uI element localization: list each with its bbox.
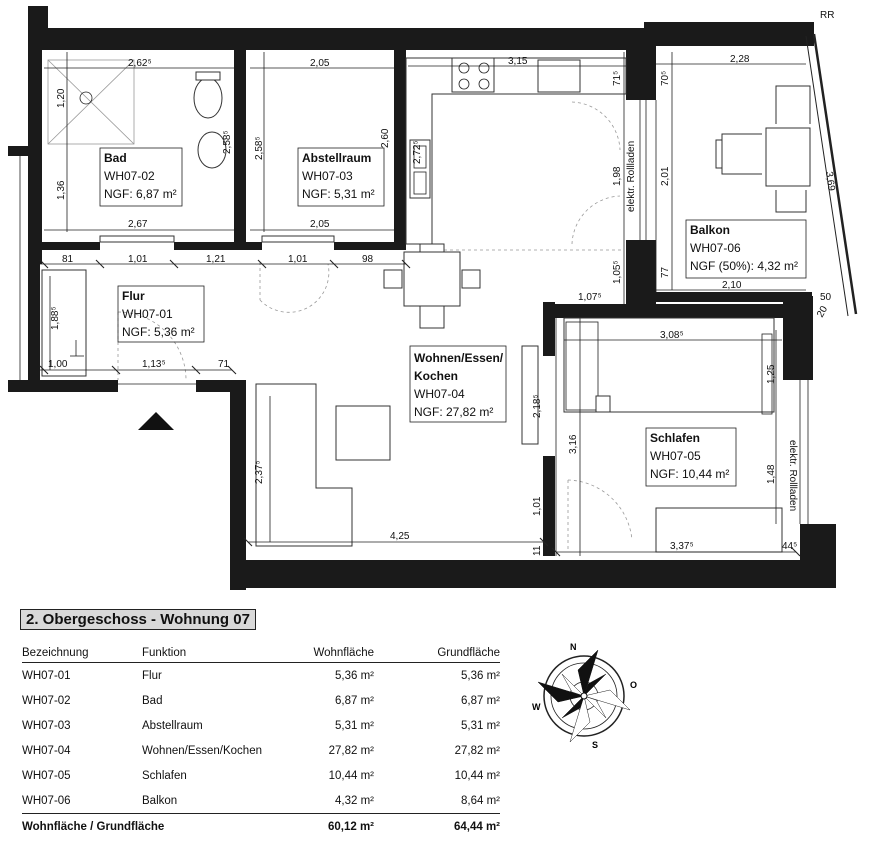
room-id: WH07-04 xyxy=(414,387,465,401)
dim-label: 1,07⁵ xyxy=(578,292,602,303)
dim-label: elektr. Rollladen xyxy=(626,140,637,212)
dim-label: 44⁵ xyxy=(782,541,798,552)
table-cell: Abstellraum xyxy=(142,719,203,732)
column-header: Bezeichnung xyxy=(22,645,142,663)
room-flur xyxy=(118,286,204,342)
dim-label: 2,58⁵ xyxy=(254,136,265,160)
room-id: WH07-01 xyxy=(122,307,173,321)
column-header: Grundfläche xyxy=(374,645,500,663)
flur-furniture xyxy=(42,270,196,430)
table-cell: Wohnen/Essen/Kochen xyxy=(142,744,262,757)
column-header: Wohnfläche xyxy=(302,645,374,663)
room-name: Balkon xyxy=(690,223,731,237)
table-cell: 5,31 m² xyxy=(335,719,374,732)
dim-label: 2,62⁵ xyxy=(128,58,152,69)
table-row xyxy=(22,713,500,738)
table-total-row xyxy=(22,814,500,840)
table-cell: 6,87 m² xyxy=(461,694,500,707)
room-area: NGF: 10,44 m² xyxy=(650,467,730,481)
dim-label: 3,15 xyxy=(508,56,528,67)
table-cell: 10,44 m² xyxy=(454,769,500,782)
compass-w: W xyxy=(532,702,541,712)
room-area: NGF: 5,36 m² xyxy=(122,325,195,339)
table-row xyxy=(22,788,500,814)
dim-label: 1,05⁵ xyxy=(612,260,623,284)
dim-label: 77 xyxy=(660,266,671,278)
dim-label: 1,48 xyxy=(766,464,777,484)
table-cell: Wohnfläche / Grundfläche xyxy=(22,814,302,840)
dim-label: 50 xyxy=(820,292,832,303)
dim-label: 2,05 xyxy=(310,219,330,230)
toilet xyxy=(194,78,222,118)
room-name: Flur xyxy=(122,289,145,303)
dim-label: 1,01 xyxy=(128,254,148,265)
dim-label: 1,98 xyxy=(612,166,623,186)
dim-label: elektr. Rollladen xyxy=(787,440,798,512)
room-name: Kochen xyxy=(414,369,459,383)
coffee-table xyxy=(336,406,390,460)
kitchen xyxy=(406,58,626,250)
dim-label: 3,69 xyxy=(823,170,837,192)
bath-door xyxy=(100,236,174,242)
living xyxy=(256,262,538,546)
dining-table xyxy=(404,252,460,306)
table-cell: WH07-01 xyxy=(22,669,71,682)
floor-title: 2. Obergeschoss - Wohnung 07 xyxy=(20,609,256,630)
dim-label: 4,25 xyxy=(390,531,410,542)
room-area: NGF: 5,31 m² xyxy=(302,187,375,201)
dim-label: RR xyxy=(820,10,835,21)
room-name: Wohnen/Essen/ xyxy=(414,351,504,365)
chair-icon xyxy=(776,190,806,212)
dim-label: 2,28 xyxy=(730,54,750,65)
abst-door xyxy=(262,236,334,242)
table-row xyxy=(22,688,500,713)
table-cell: 5,36 m² xyxy=(335,669,374,682)
dim-label: 1,88⁵ xyxy=(50,306,61,330)
table-cell: WH07-04 xyxy=(22,744,71,757)
dim-label: 1,36 xyxy=(56,180,67,200)
compass-rose-icon xyxy=(526,640,646,752)
area-table xyxy=(22,645,500,839)
dim-label: 1,21 xyxy=(206,254,226,265)
table-row xyxy=(22,738,500,763)
room-name: Schlafen xyxy=(650,431,701,445)
room-id: WH07-03 xyxy=(302,169,353,183)
dim-label: 2,58⁵ xyxy=(222,130,233,154)
table-cell: 5,31 m² xyxy=(461,719,500,732)
room-bad xyxy=(100,148,182,206)
room-abstellraum xyxy=(298,148,384,206)
dim-label: 81 xyxy=(62,254,74,265)
room-id: WH07-05 xyxy=(650,449,701,463)
table-cell: 6,87 m² xyxy=(335,694,374,707)
room-schlafen xyxy=(646,428,736,486)
dim-label: 3,16 xyxy=(568,434,579,454)
table-cell: 27,82 m² xyxy=(328,744,374,757)
table-cell: 60,12 m² xyxy=(302,814,374,840)
room-wohnen xyxy=(410,346,506,422)
dim-label: 71⁵ xyxy=(612,70,623,86)
dim-label: 2,37⁵ xyxy=(254,460,265,484)
dim-label: 1,01 xyxy=(532,496,543,516)
table-cell: 64,44 m² xyxy=(374,814,500,840)
entrance-arrow xyxy=(138,412,174,430)
table-cell: Flur xyxy=(142,669,162,682)
chair-icon xyxy=(776,86,810,124)
table-cell: WH07-05 xyxy=(22,769,71,782)
dim-label: 1,20 xyxy=(56,88,67,108)
table-header-row xyxy=(22,645,500,663)
dim-label: 98 xyxy=(362,254,374,265)
room-balkon xyxy=(686,220,806,278)
table-row xyxy=(22,763,500,788)
table-cell: 5,36 m² xyxy=(461,669,500,682)
column-header: Funktion xyxy=(142,645,302,663)
dim-label: 1,00 xyxy=(48,359,68,370)
dim-label: 3,08⁵ xyxy=(660,330,684,341)
room-area: NGF (50%): 4,32 m² xyxy=(690,259,799,273)
dining xyxy=(384,244,480,328)
dim-label: 2,10 xyxy=(722,280,742,291)
dim-label: 2,60 xyxy=(380,128,391,148)
table-row xyxy=(22,663,500,689)
chair-icon xyxy=(716,134,762,174)
compass-o: O xyxy=(630,680,638,690)
bath-fixtures xyxy=(48,60,334,242)
table-cell: Bad xyxy=(142,694,163,707)
balcony-table xyxy=(766,128,810,186)
table-cell: Balkon xyxy=(142,794,178,807)
table-cell: 27,82 m² xyxy=(454,744,500,757)
room-id: WH07-02 xyxy=(104,169,155,183)
dim-label: 20 xyxy=(815,304,831,320)
room-name: Bad xyxy=(104,151,127,165)
dim-label: 3,37⁵ xyxy=(670,541,694,552)
dim-label: 11 xyxy=(532,545,543,556)
dim-label: 1,25 xyxy=(766,364,777,384)
room-area: NGF: 6,87 m² xyxy=(104,187,177,201)
compass-n: N xyxy=(570,642,577,652)
dim-label: 2,72⁵ xyxy=(412,140,423,164)
dim-label: 2,18⁵ xyxy=(532,394,543,418)
table-cell: Schlafen xyxy=(142,769,187,782)
dim-label: 1,13⁵ xyxy=(142,359,166,370)
dim-label: 71 xyxy=(218,359,230,370)
room-id: WH07-06 xyxy=(690,241,741,255)
dim-label: 1,01 xyxy=(288,254,308,265)
table-cell: 4,32 m² xyxy=(335,794,374,807)
table-cell: WH07-03 xyxy=(22,719,71,732)
dim-label: 70⁵ xyxy=(660,70,671,86)
room-name: Abstellraum xyxy=(302,151,372,165)
dim-label: 2,67 xyxy=(128,219,148,230)
table-cell: WH07-02 xyxy=(22,694,71,707)
table-cell: WH07-06 xyxy=(22,794,71,807)
dim-label: 2,05 xyxy=(310,58,330,69)
dim-label: 2,01 xyxy=(660,166,671,186)
table-cell: 10,44 m² xyxy=(328,769,374,782)
room-area: NGF: 27,82 m² xyxy=(414,405,494,419)
compass-s: S xyxy=(592,740,599,750)
table-cell: 8,64 m² xyxy=(461,794,500,807)
